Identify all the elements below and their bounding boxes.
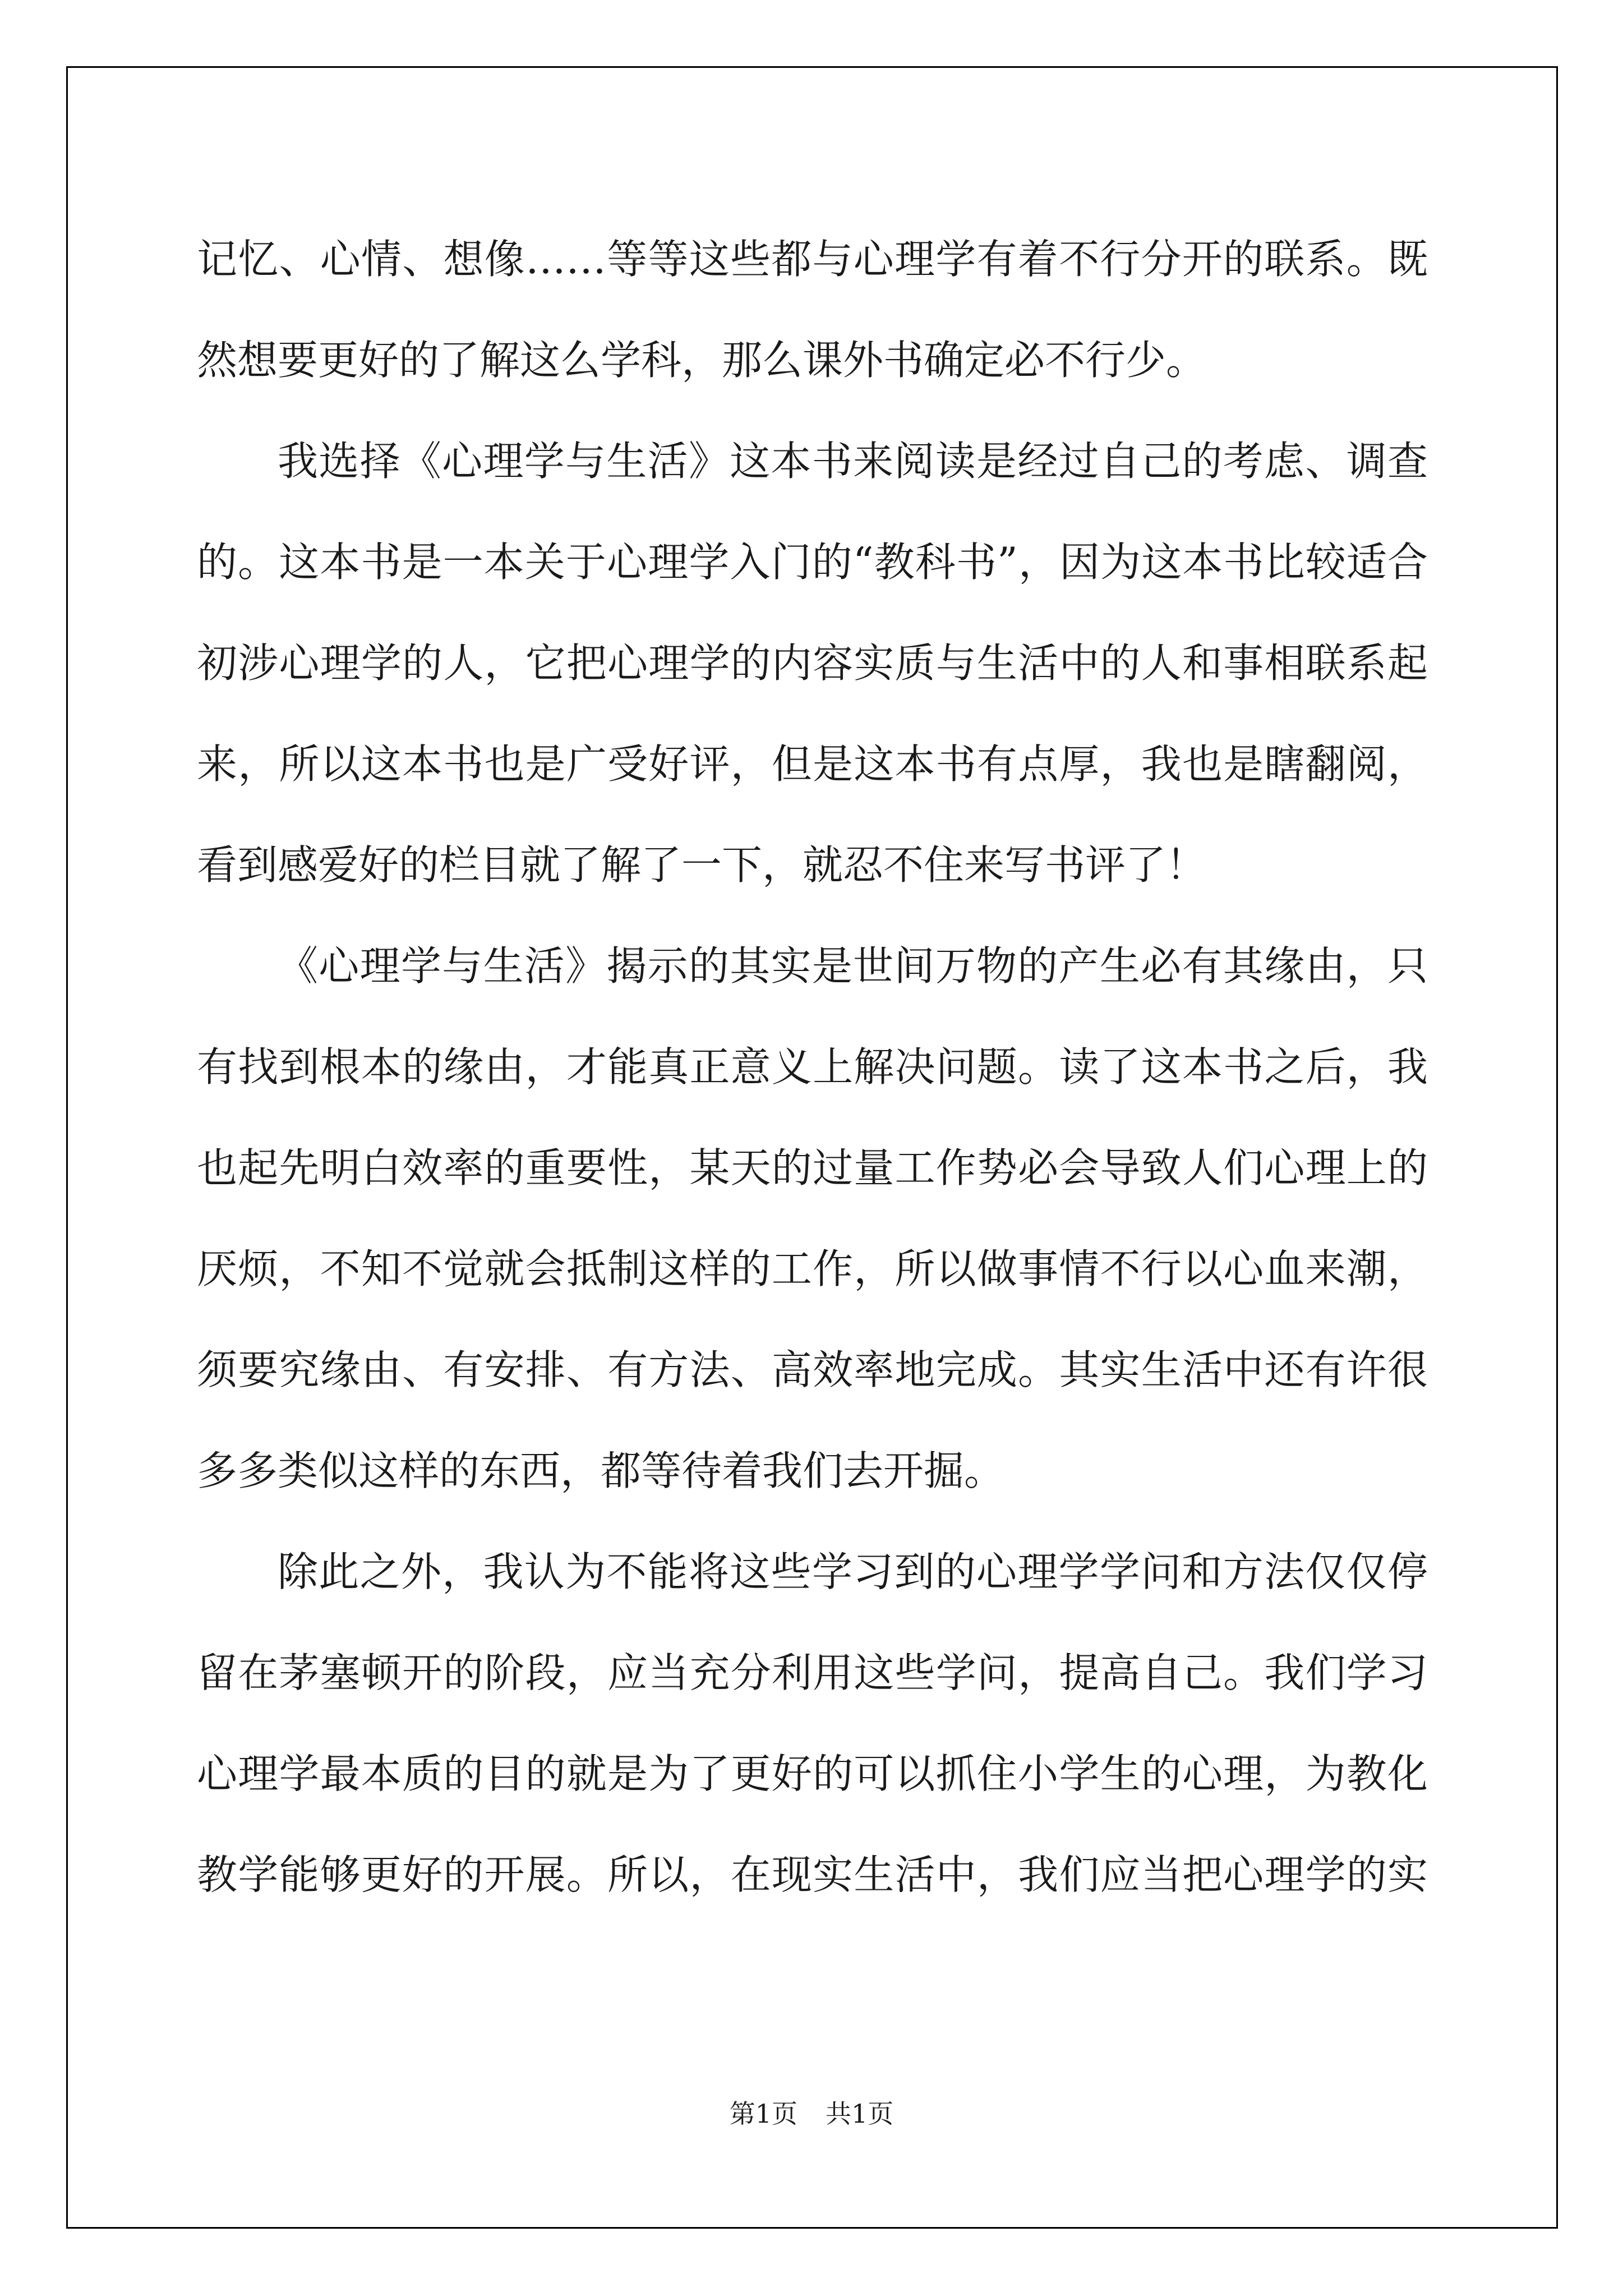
text-line-2: 然想要更好的了解这么学科，那么课外书确定必不行少。 xyxy=(197,337,1207,384)
text-line-16: 心理学最本质的目的就是为了更好的可以抓住小学生的心理，为教化 xyxy=(197,1750,1428,1797)
text-line-5: 初涉心理学的人，它把心理学的内容实质与生活中的人和事相联系起 xyxy=(197,639,1428,687)
text-line-15: 留在茅塞顿开的阶段，应当充分利用这些学问，提高自己。我们学习 xyxy=(197,1649,1428,1696)
document-body xyxy=(197,209,1428,1925)
text-line-7: 看到感爱好的栏目就了解了一下，就忍不住来写书评了！ xyxy=(197,841,1207,889)
text-line-14: 除此之外，我认为不能将这些学习到的心理学学问和方法仅仅停 xyxy=(278,1548,1428,1595)
text-line-17: 教学能够更好的开展。所以，在现实生活中，我们应当把心理学的实 xyxy=(197,1851,1428,1898)
text-line-13: 多多类似这样的东西，都等待着我们去开掘。 xyxy=(197,1447,1005,1494)
text-line-12: 须要究缘由、有安排、有方法、高效率地完成。其实生活中还有许很 xyxy=(197,1346,1428,1393)
text-line-11: 厌烦，不知不觉就会抵制这样的工作，所以做事情不行以心血来潮， xyxy=(197,1245,1428,1292)
text-line-9: 有找到根本的缘由，才能真正意义上解决问题。读了这本书之后，我 xyxy=(197,1043,1428,1091)
text-line-8: 《心理学与生活》揭示的其实是世间万物的产生必有其缘由，只 xyxy=(278,942,1428,990)
text-line-3: 我选择《心理学与生活》这本书来阅读是经过自己的考虑、调查 xyxy=(278,438,1428,485)
page-footer xyxy=(0,2097,1623,2131)
text-line-4: 的。这本书是一本关于心理学入门的“教科书”，因为这本书比较适合 xyxy=(197,539,1428,586)
text-line-1: 记忆、心情、想像……等等这些都与心理学有着不行分开的联系。既 xyxy=(197,236,1428,283)
text-line-6: 来，所以这本书也是广受好评，但是这本书有点厚，我也是瞎翻阅， xyxy=(197,740,1428,788)
page-number: 第1页 xyxy=(729,2099,797,2129)
text-line-10: 也起先明白效率的重要性，某天的过量工作势必会导致人们心理上的 xyxy=(197,1144,1428,1191)
page-total: 共1页 xyxy=(826,2099,894,2129)
